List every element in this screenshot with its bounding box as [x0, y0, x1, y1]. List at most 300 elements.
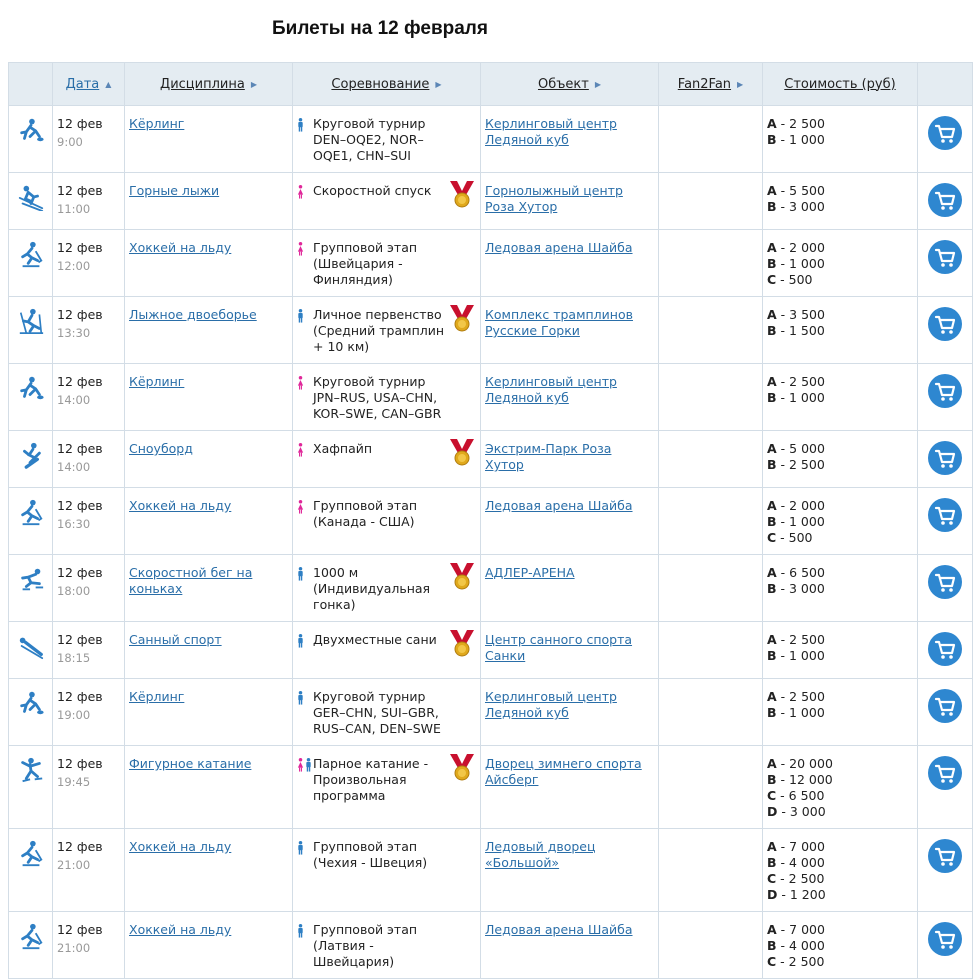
header-date[interactable] — [53, 63, 125, 106]
ice-hockey-icon — [17, 498, 45, 526]
sport-icon-cell — [9, 555, 53, 622]
header-date-label[interactable]: Дата — [65, 76, 100, 92]
price-value: 5 000 — [789, 441, 825, 456]
event-time: 14:00 — [57, 460, 91, 474]
cart-cell — [918, 230, 973, 297]
price-value: 4 000 — [789, 938, 825, 953]
sort-right-icon[interactable]: ▶ — [250, 79, 257, 89]
female-icon — [297, 242, 304, 256]
discipline-cell — [125, 912, 293, 979]
price-category: B — [767, 581, 777, 596]
price-value: 1 000 — [789, 705, 825, 720]
luge-icon — [17, 632, 45, 660]
price-value: 2 000 — [789, 498, 825, 513]
cart-icon[interactable] — [928, 116, 962, 150]
price-line: C - 2 500 — [767, 871, 825, 886]
event-time: 16:30 — [57, 517, 91, 531]
cart-icon[interactable] — [928, 922, 962, 956]
price-line: A - 7 000 — [767, 922, 825, 937]
price-value: 1 000 — [789, 132, 825, 147]
price-value: 6 500 — [789, 565, 825, 580]
female-icon — [297, 376, 304, 390]
add-to-cart-button[interactable] — [928, 565, 962, 599]
venue-link[interactable]: Керлинговый центр Ледяной куб — [485, 374, 617, 405]
discipline-link[interactable]: Хоккей на льду — [129, 240, 232, 255]
price-category: A — [767, 116, 777, 131]
gender-indicator — [297, 839, 313, 871]
price-category: B — [767, 772, 777, 787]
price-line: C - 500 — [767, 272, 813, 287]
gender-indicator — [297, 374, 313, 422]
cart-cell — [918, 622, 973, 679]
price-cell — [763, 230, 918, 297]
sport-icon-cell — [9, 622, 53, 679]
competition-cell — [293, 106, 481, 173]
price-line: C - 6 500 — [767, 788, 825, 803]
price-line: A - 2 500 — [767, 632, 825, 647]
table-row — [9, 173, 973, 230]
price-value: 3 500 — [789, 307, 825, 322]
date-cell — [53, 679, 125, 746]
date-cell — [53, 106, 125, 173]
venue-link[interactable]: Комплекс трамплинов Русские Горки — [485, 307, 633, 338]
add-to-cart-button[interactable] — [928, 498, 962, 532]
competition-cell — [293, 297, 481, 364]
discipline-link[interactable]: Хоккей на льду — [129, 922, 232, 937]
event-time: 21:00 — [57, 941, 91, 955]
event-date: 12 фев — [57, 240, 103, 255]
price-line: D - 1 200 — [767, 887, 826, 902]
competition-cell — [293, 230, 481, 297]
venue-link[interactable]: Керлинговый центр Ледяной куб — [485, 116, 617, 147]
discipline-cell — [125, 829, 293, 912]
competition-cell — [293, 555, 481, 622]
cart-cell — [918, 829, 973, 912]
discipline-cell — [125, 488, 293, 555]
event-time: 13:30 — [57, 326, 91, 340]
header-fan2fan-label[interactable]: Fan2Fan — [677, 76, 732, 92]
price-category: B — [767, 132, 777, 147]
price-category: B — [767, 199, 777, 214]
event-date: 12 фев — [57, 565, 103, 580]
sport-icon-cell — [9, 297, 53, 364]
competition-name: Круговой турнир GER–CHN, SUI–GBR, RUS–CAN, DEN–SWE — [313, 689, 441, 736]
header-competition-label[interactable]: Соревнование — [331, 76, 430, 92]
price-line: A - 2 500 — [767, 374, 825, 389]
venue-link[interactable]: Центр санного спорта Санки — [485, 632, 633, 663]
sport-icon-cell — [9, 679, 53, 746]
date-cell — [53, 622, 125, 679]
cart-icon[interactable] — [928, 756, 962, 790]
add-to-cart-button[interactable] — [928, 756, 962, 790]
add-to-cart-button[interactable] — [928, 374, 962, 408]
add-to-cart-button[interactable] — [928, 183, 962, 217]
discipline-cell — [125, 431, 293, 488]
venue-cell — [481, 555, 659, 622]
ice-hockey-icon — [17, 922, 45, 950]
competition-name: Скоростной спуск — [313, 183, 432, 198]
venue-cell — [481, 829, 659, 912]
price-value: 1 000 — [789, 648, 825, 663]
price-category: B — [767, 323, 777, 338]
price-line: A - 2 000 — [767, 498, 825, 513]
header-price-label[interactable]: Стоимость (руб) — [784, 76, 896, 92]
male-icon — [297, 841, 304, 855]
male-icon — [297, 567, 304, 581]
cart-icon[interactable] — [928, 374, 962, 408]
price-line: B - 1 000 — [767, 705, 825, 720]
price-value: 2 500 — [789, 457, 825, 472]
price-line: B - 3 000 — [767, 199, 825, 214]
date-cell — [53, 829, 125, 912]
add-to-cart-button[interactable] — [928, 689, 962, 723]
discipline-link[interactable]: Хоккей на льду — [129, 839, 232, 854]
price-value: 2 500 — [789, 632, 825, 647]
price-line: B - 12 000 — [767, 772, 833, 787]
price-category: B — [767, 938, 777, 953]
male-icon — [305, 758, 312, 772]
table-row — [9, 746, 973, 829]
ice-hockey-icon — [17, 839, 45, 867]
event-date: 12 фев — [57, 374, 103, 389]
fan2fan-cell — [659, 622, 763, 679]
venue-cell — [481, 173, 659, 230]
price-line: B - 1 000 — [767, 648, 825, 663]
price-category: A — [767, 307, 777, 322]
competition-cell — [293, 679, 481, 746]
table-row — [9, 488, 973, 555]
discipline-cell — [125, 555, 293, 622]
cart-cell — [918, 912, 973, 979]
venue-link[interactable]: АДЛЕР-АРЕНА — [485, 565, 575, 580]
price-value: 2 500 — [789, 689, 825, 704]
event-date: 12 фев — [57, 632, 103, 647]
competition-name: Групповой этап (Латвия - Швейцария) — [313, 922, 418, 969]
price-category: C — [767, 788, 777, 803]
add-to-cart-button[interactable] — [928, 839, 962, 873]
price-line: A - 5 500 — [767, 183, 825, 198]
table-row — [9, 912, 973, 979]
sport-icon-cell — [9, 746, 53, 829]
sort-right-icon[interactable]: ▶ — [737, 79, 744, 89]
discipline-link[interactable]: Кёрлинг — [129, 374, 185, 389]
discipline-cell — [125, 622, 293, 679]
header-competition[interactable] — [293, 63, 481, 106]
competition-name: Круговой турнир DEN–OQE2, NOR–OQE1, CHN–SUI — [313, 116, 426, 163]
gender-indicator — [297, 756, 313, 804]
price-category: A — [767, 632, 777, 647]
competition-name: Групповой этап (Чехия - Швеция) — [313, 839, 428, 870]
fan2fan-cell — [659, 829, 763, 912]
price-value: 2 500 — [789, 374, 825, 389]
price-value: 2 000 — [789, 240, 825, 255]
price-line: B - 1 000 — [767, 132, 825, 147]
price-line: A - 6 500 — [767, 565, 825, 580]
cart-cell — [918, 364, 973, 431]
female-icon — [297, 500, 304, 514]
venue-cell — [481, 431, 659, 488]
cart-icon[interactable] — [928, 441, 962, 475]
price-category: A — [767, 689, 777, 704]
price-category: B — [767, 648, 777, 663]
event-time: 18:00 — [57, 584, 91, 598]
price-line: B - 4 000 — [767, 855, 825, 870]
price-line: A - 5 000 — [767, 441, 825, 456]
price-value: 1 500 — [789, 323, 825, 338]
table-header-row — [9, 63, 973, 106]
event-time: 11:00 — [57, 202, 91, 216]
cart-icon[interactable] — [928, 307, 962, 341]
cart-icon[interactable] — [928, 689, 962, 723]
medal-icon — [448, 561, 476, 591]
event-date: 12 фев — [57, 183, 103, 198]
cart-icon[interactable] — [928, 565, 962, 599]
competition-cell — [293, 431, 481, 488]
price-value: 3 000 — [789, 804, 826, 819]
medal-icon — [448, 437, 476, 467]
add-to-cart-button[interactable] — [928, 632, 962, 666]
price-category: B — [767, 390, 777, 405]
medal-icon — [448, 303, 476, 333]
alpine-skiing-icon — [17, 183, 45, 211]
venue-cell — [481, 297, 659, 364]
gender-indicator — [297, 689, 313, 737]
table-row — [9, 230, 973, 297]
table-row — [9, 364, 973, 431]
price-cell — [763, 431, 918, 488]
price-category: B — [767, 514, 777, 529]
discipline-link[interactable]: Сноуборд — [129, 441, 193, 456]
table-row — [9, 431, 973, 488]
speed-skating-icon — [17, 565, 45, 593]
price-cell — [763, 173, 918, 230]
price-cell — [763, 488, 918, 555]
price-category: C — [767, 954, 777, 969]
date-cell — [53, 230, 125, 297]
venue-link[interactable]: Экстрим-Парк Роза Хутор — [485, 441, 612, 472]
gender-indicator — [297, 498, 313, 530]
price-line: C - 2 500 — [767, 954, 825, 969]
price-category: C — [767, 530, 777, 545]
medal-icon — [448, 752, 476, 782]
add-to-cart-button[interactable] — [928, 307, 962, 341]
price-line: A - 2 000 — [767, 240, 825, 255]
price-value: 7 000 — [789, 922, 825, 937]
venue-cell — [481, 230, 659, 297]
price-value: 1 000 — [789, 390, 825, 405]
price-category: D — [767, 887, 778, 902]
price-cell — [763, 679, 918, 746]
price-line: A - 2 500 — [767, 116, 825, 131]
curling-icon — [17, 374, 45, 402]
gender-indicator — [297, 922, 313, 970]
price-line: B - 4 000 — [767, 938, 825, 953]
sort-right-icon[interactable]: ▶ — [435, 79, 442, 89]
date-cell — [53, 555, 125, 622]
discipline-link[interactable]: Кёрлинг — [129, 116, 185, 131]
date-cell — [53, 173, 125, 230]
price-value: 5 500 — [789, 183, 825, 198]
venue-link[interactable]: Горнолыжный центр Роза Хутор — [485, 183, 623, 214]
cart-icon[interactable] — [928, 240, 962, 274]
price-category: C — [767, 871, 777, 886]
date-cell — [53, 488, 125, 555]
discipline-link[interactable]: Лыжное двоеборье — [129, 307, 257, 322]
event-date: 12 фев — [57, 756, 103, 771]
price-value: 3 000 — [789, 581, 825, 596]
discipline-link[interactable]: Санный спорт — [129, 632, 222, 647]
price-value: 1 000 — [789, 256, 825, 271]
event-date: 12 фев — [57, 689, 103, 704]
male-icon — [297, 691, 304, 705]
price-category: A — [767, 839, 777, 854]
competition-name: Парное катание - Произвольная программа — [313, 756, 429, 803]
discipline-link[interactable]: Фигурное катание — [129, 756, 252, 771]
venue-link[interactable]: Ледовая арена Шайба — [485, 922, 633, 937]
sport-icon-cell — [9, 106, 53, 173]
price-category: A — [767, 756, 777, 771]
add-to-cart-button[interactable] — [928, 441, 962, 475]
competition-cell — [293, 488, 481, 555]
price-cell — [763, 297, 918, 364]
price-line: B - 1 000 — [767, 390, 825, 405]
discipline-link[interactable]: Хоккей на льду — [129, 498, 232, 513]
male-icon — [297, 118, 304, 132]
fan2fan-cell — [659, 912, 763, 979]
venue-cell — [481, 746, 659, 829]
male-icon — [297, 924, 304, 938]
price-line: A - 2 500 — [767, 689, 825, 704]
event-time: 19:45 — [57, 775, 91, 789]
venue-link[interactable]: Ледовая арена Шайба — [485, 498, 633, 513]
header-discipline-label[interactable]: Дисциплина — [160, 76, 245, 92]
price-cell — [763, 106, 918, 173]
event-date: 12 фев — [57, 307, 103, 322]
competition-name: Хафпайп — [313, 441, 373, 456]
gender-indicator — [297, 632, 313, 652]
cart-cell — [918, 173, 973, 230]
event-date: 12 фев — [57, 441, 103, 456]
discipline-link[interactable]: Скоростной бег на коньках — [129, 565, 253, 596]
venue-link[interactable]: Дворец зимнего спорта Айсберг — [485, 756, 642, 787]
fan2fan-cell — [659, 173, 763, 230]
price-cell — [763, 829, 918, 912]
price-line: B - 2 500 — [767, 457, 825, 472]
price-cell — [763, 746, 918, 829]
sport-icon-cell — [9, 230, 53, 297]
event-date: 12 фев — [57, 922, 103, 937]
venue-cell — [481, 106, 659, 173]
table-row — [9, 297, 973, 364]
fan2fan-cell — [659, 297, 763, 364]
female-icon — [297, 443, 304, 457]
fan2fan-cell — [659, 555, 763, 622]
price-value: 3 000 — [789, 199, 825, 214]
competition-name: Групповой этап (Канада - США) — [313, 498, 418, 529]
cart-cell — [918, 431, 973, 488]
cart-cell — [918, 679, 973, 746]
discipline-link[interactable]: Горные лыжи — [129, 183, 220, 198]
competition-cell — [293, 173, 481, 230]
venue-link[interactable]: Ледовый дворец «Большой» — [485, 839, 596, 870]
venue-link[interactable]: Ледовая арена Шайба — [485, 240, 633, 255]
header-icon-col — [9, 63, 53, 106]
curling-icon — [17, 689, 45, 717]
date-cell — [53, 912, 125, 979]
table-row — [9, 622, 973, 679]
price-line: B - 3 000 — [767, 581, 825, 596]
table-row — [9, 555, 973, 622]
price-value: 500 — [788, 530, 813, 545]
event-time: 19:00 — [57, 708, 91, 722]
page-title: Билеты на 12 февраля — [272, 18, 488, 39]
price-line: B - 1 000 — [767, 256, 825, 271]
venue-link[interactable]: Керлинговый центр Ледяной куб — [485, 689, 617, 720]
price-category: B — [767, 256, 777, 271]
header-venue[interactable] — [481, 63, 659, 106]
venue-cell — [481, 488, 659, 555]
price-value: 2 500 — [788, 954, 825, 969]
sport-icon-cell — [9, 488, 53, 555]
price-line: D - 3 000 — [767, 804, 826, 819]
cart-cell — [918, 555, 973, 622]
price-value: 1 200 — [789, 887, 826, 902]
price-value: 500 — [788, 272, 813, 287]
cart-icon[interactable] — [928, 839, 962, 873]
sport-icon-cell — [9, 431, 53, 488]
table-row — [9, 679, 973, 746]
fan2fan-cell — [659, 679, 763, 746]
price-line: C - 500 — [767, 530, 813, 545]
medal-icon — [448, 179, 476, 209]
discipline-link[interactable]: Кёрлинг — [129, 689, 185, 704]
venue-cell — [481, 912, 659, 979]
header-fan2fan[interactable] — [659, 63, 763, 106]
fan2fan-cell — [659, 431, 763, 488]
gender-indicator — [297, 441, 313, 461]
price-value: 4 000 — [789, 855, 825, 870]
tickets-table — [8, 62, 973, 979]
sort-asc-icon[interactable]: ▲ — [105, 79, 112, 89]
cart-cell — [918, 746, 973, 829]
header-venue-label[interactable]: Объект — [537, 76, 589, 92]
table-row — [9, 106, 973, 173]
competition-name: Круговой турнир JPN–RUS, USA–CHN, KOR–SWE, CAN–GBR — [313, 374, 442, 421]
add-to-cart-button[interactable] — [928, 240, 962, 274]
competition-name: Двухместные сани — [313, 632, 437, 647]
table-row — [9, 829, 973, 912]
add-to-cart-button[interactable] — [928, 922, 962, 956]
discipline-cell — [125, 746, 293, 829]
price-line: B - 1 500 — [767, 323, 825, 338]
gender-indicator — [297, 565, 313, 613]
price-category: C — [767, 272, 777, 287]
add-to-cart-button[interactable] — [928, 116, 962, 150]
male-icon — [297, 634, 304, 648]
header-price[interactable] — [763, 63, 918, 106]
header-discipline[interactable] — [125, 63, 293, 106]
cart-icon[interactable] — [928, 632, 962, 666]
cart-icon[interactable] — [928, 183, 962, 217]
event-date: 12 фев — [57, 498, 103, 513]
cart-icon[interactable] — [928, 498, 962, 532]
price-cell — [763, 912, 918, 979]
sort-right-icon[interactable]: ▶ — [594, 79, 601, 89]
price-value: 20 000 — [789, 756, 833, 771]
price-line: A - 20 000 — [767, 756, 833, 771]
event-time: 18:15 — [57, 651, 91, 665]
header-cart-col — [918, 63, 973, 106]
